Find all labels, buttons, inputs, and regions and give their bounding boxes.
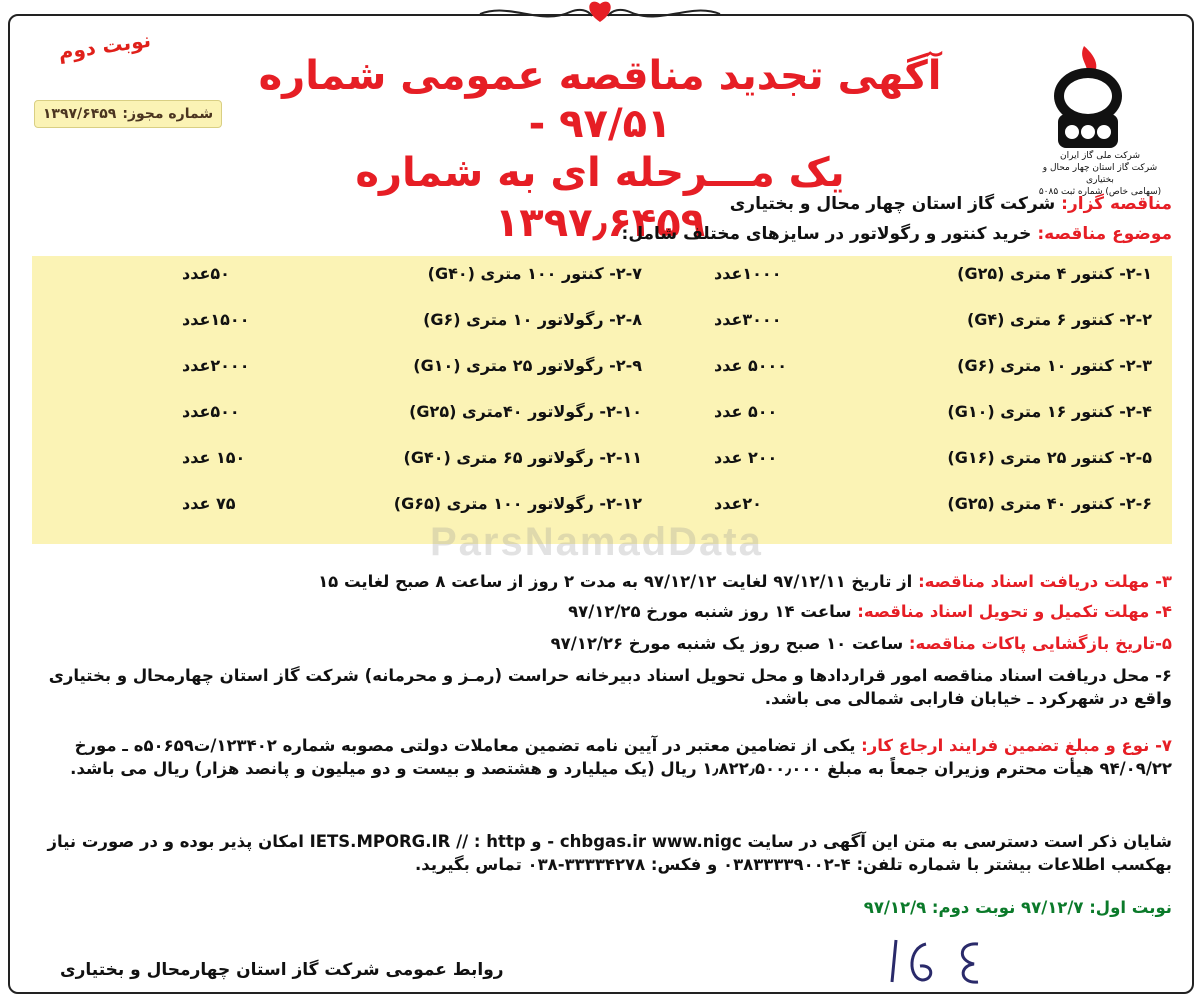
- item-qty: ۷۵ عدد: [182, 494, 236, 513]
- organizer-value: شرکت گاز استان چهار محال و بختیاری: [729, 194, 1056, 214]
- item-qty: ۵۰۰۰ عدد: [714, 356, 788, 375]
- public-relations-signature: روابط عمومی شرکت گاز استان چهارمحال و بختیاری: [60, 960, 504, 980]
- publication-rounds: نوبت اول: ۹۷/۱۲/۷ نوبت دوم: ۹۷/۱۲/۹: [863, 898, 1172, 917]
- item-name: ۲-۴- کنتور ۱۶ متری (G۱۰): [947, 402, 1152, 421]
- subject-line: [622, 224, 1172, 244]
- item-name: ۲-۱۲- رگولاتور ۱۰۰ متری (G۶۵): [393, 494, 642, 513]
- section-4-label: ۴- مهلت تکمیل و تحویل اسناد مناقصه:: [857, 602, 1172, 621]
- permit-badge: [34, 100, 222, 128]
- item-name: ۲-۷- کنتور ۱۰۰ متری (G۴۰): [427, 264, 642, 283]
- item-qty: ۲۰عدد: [714, 494, 762, 513]
- section-6: ۶- محل دریافت اسناد مناقصه امور قراردادها و محل تحویل اسناد دبیرخانه حراست (رمـز و محرمانه) شرکت گاز استان چهارمحال و بختیاری واقع در شهرکرد ـ خیابان فارابی شمالی می باشد.: [48, 666, 1172, 708]
- section-3-label: ۳- مهلت دریافت اسناد مناقصه:: [918, 572, 1172, 591]
- permit-label: شماره مجوز:: [122, 106, 214, 122]
- title-line-1: آگهی تجدید مناقصه عمومی شماره ۹۷/۵۱ -: [258, 53, 942, 147]
- title-line-2: یک مـــرحله ای به شماره ۱۳۹۷٫۶۴۵۹: [355, 150, 845, 246]
- section-7: [40, 734, 1172, 780]
- notice-title: [250, 52, 950, 248]
- permit-value: ۱۳۹۷/۶۴۵۹: [42, 106, 117, 122]
- section-5: [40, 632, 1172, 655]
- item-name: ۲-۸- رگولاتور ۱۰ متری (G۶): [423, 310, 642, 329]
- item-name: ۲-۱۰- رگولاتور ۴۰متری (G۲۵): [409, 402, 642, 421]
- items-table: [32, 256, 1172, 544]
- item-qty: ۲۰۰۰عدد: [182, 356, 250, 375]
- logo-caption: شرکت ملی گاز ایران شرکت گاز استان چهار محال و بختیاری (سهامی خاص) شماره ثبت ۵۰۸۵: [1038, 151, 1162, 197]
- organizer-label: مناقصه گزار:: [1061, 194, 1172, 214]
- watermark: ParsNamadData: [430, 520, 763, 564]
- notice-sites: chbgas.ir www.nigc - و IETS.MPORG.IR // : http: [309, 832, 742, 851]
- item-qty: ۱۰۰۰عدد: [714, 264, 782, 283]
- item-name: ۲-۹- رگولاتور ۲۵ متری (G۱۰): [413, 356, 642, 375]
- item-qty: ۵۰۰عدد: [182, 402, 240, 421]
- section-7-text: یکی از تضامین معتبر در آیین نامه تضمین معاملات دولتی مصوبه شماره ۱۲۳۴۰۲/ت۵۰۶۵۹ه ـ مورخ ۹۴/۰۹/۲۲ هیأت محترم وزیران جمعاً به مبلغ ۱٫۸۲۲٫۵۰۰٫۰۰۰ ریال (یک میلیارد و هشتصد و بیست و دو میلیون و پانصد هزار) ریال می باشد.: [70, 736, 1172, 778]
- section-3: [40, 570, 1172, 593]
- section-3-text: از تاریخ ۹۷/۱۲/۱۱ لغایت ۹۷/۱۲/۱۲ به مدت ۲ روز از ساعت ۸ صبح لغایت ۱۵: [318, 572, 913, 591]
- access-notice: [40, 830, 1172, 876]
- section-7-label: ۷- نوع و مبلغ تضمین فرایند ارجاع کار:: [861, 736, 1172, 755]
- item-name: ۲-۵- کنتور ۲۵ متری (G۱۶): [947, 448, 1152, 467]
- item-qty: ۵۰۰ عدد: [714, 402, 778, 421]
- item-qty: ۵۰عدد: [182, 264, 230, 283]
- round-tag: نوبت دوم: [56, 27, 153, 65]
- item-name: ۲-۶- کنتور ۴۰ متری (G۲۵): [947, 494, 1152, 513]
- section-5-text: ساعت ۱۰ صبح روز یک شنبه مورخ ۹۷/۱۲/۲۶: [550, 634, 904, 653]
- item-name: ۲-۳- کنتور ۱۰ متری (G۶): [957, 356, 1152, 375]
- section-5-label: ۵-تاریخ بازگشایی پاکات مناقصه:: [908, 634, 1172, 653]
- section-4-text: ساعت ۱۴ روز شنبه مورخ ۹۷/۱۲/۲۵: [568, 602, 852, 621]
- notice-text-b: امکان پذیر بوده و در صورت نیاز بهکسب اطلاعات بیشتر با شماره تلفن: ۴-۰۳۸۳۳۳۳۹۰۰۲ و فکس: ۳۳۳۳۴۲۷۸-۰۳۸ تماس بگیرید.: [47, 832, 1172, 874]
- item-qty: ۲۰۰ عدد: [714, 448, 778, 467]
- notice-text-a: شایان ذکر است دسترسی به متن این آگهی در سایت: [747, 832, 1172, 851]
- item-name: ۲-۱- کنتور ۴ متری (G۲۵): [957, 264, 1152, 283]
- handwritten-note-icon: [878, 930, 998, 990]
- organizer-line: [730, 194, 1172, 214]
- item-qty: ۱۵۰ عدد: [182, 448, 246, 467]
- section-4: [40, 600, 1172, 623]
- subject-label: موضوع مناقصه:: [1037, 224, 1172, 244]
- item-qty: ۳۰۰۰عدد: [714, 310, 782, 329]
- item-qty: ۱۵۰۰عدد: [182, 310, 250, 329]
- item-name: ۲-۱۱- رگولاتور ۶۵ متری (G۴۰): [403, 448, 642, 467]
- top-ornament-icon: [470, 0, 730, 30]
- item-name: ۲-۲- کنتور ۶ متری (G۴): [966, 310, 1152, 329]
- subject-value: خرید کنتور و رگولاتور در سایزهای مختلف شامل:: [621, 224, 1032, 244]
